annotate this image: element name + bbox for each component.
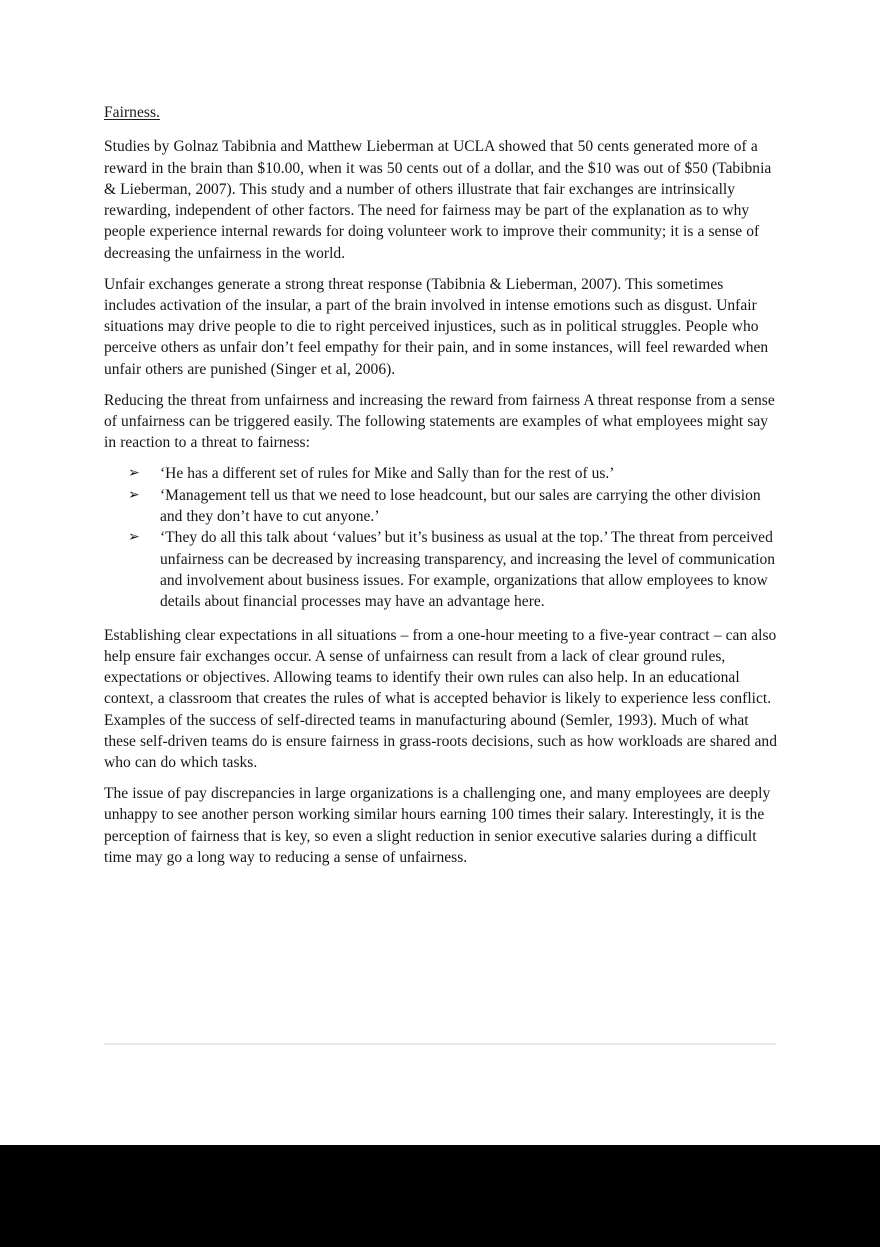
employee-statements-list	[104, 463, 778, 612]
list-item	[104, 485, 778, 528]
section-heading-row	[104, 102, 778, 136]
document-body	[104, 102, 778, 878]
list-item-text: ‘They do all this talk about ‘values’ but it’s business as usual at the top.’ The threat from perceived unfairness can be decreased by increasing transparency, and increasing the level of communication and involvement about business issues. For example, organizations that allow employees to know details about financial processes may have an advantage here.	[160, 529, 776, 611]
arrowhead-bullet-icon: ➢	[128, 486, 140, 503]
paragraph-establishing-clear-expectations: Establishing clear expectations in all situations – from a one-hour meeting to a five-year contract – can also help ensure fair exchanges occur. A sense of unfairness can result from a lack of clear ground rules, expectations or objectives. Allowing teams to identify their own rules can also help. In an educational context, a classroom that creates the rules of what is accepted behavior is likely to experience less conflict. Examples of the success of self-directed teams in manufacturing abound (Semler, 1993). Much of what these self-driven teams do is ensure fairness in grass-roots decisions, such as how workloads are shared and who can do which tasks.	[104, 626, 777, 772]
paragraph-unfair-exchanges-threat-response: Unfair exchanges generate a strong threat response (Tabibnia & Lieberman, 2007). This sometimes includes activation of the insular, a part of the brain involved in intense emotions such as disgust. Unfair situations may drive people to die to right perceived injustices, such as in political struggles. People who perceive others as unfair don’t feel empathy for their pain, and in some instances, will feel rewarded when unfair others are punished (Singer et al, 2006).	[104, 275, 769, 378]
paragraph-studies-tabibnia-lieberman: Studies by Golnaz Tabibnia and Matthew Lieberman at UCLA showed that 50 cents generated more of a reward in the brain than $10.00, when it was 50 cents out of a dollar, and the $10 was out of $50 (Tabibnia & Lieberman, 2007). This study and a number of others illustrate that fair exchanges are intrinsically rewarding, independent of other factors. The need for fairness may be part of the explanation as to why people experience internal rewards for doing volunteer work to improve their community; it is a sense of decreasing the unfairness in the world.	[104, 138, 772, 262]
arrowhead-bullet-icon: ➢	[128, 529, 140, 546]
list-item	[104, 527, 778, 612]
paragraph-pay-discrepancies: The issue of pay discrepancies in large organizations is a challenging one, and many employees are deeply unhappy to see another person working similar hours earning 100 times their salary. Interestingly, it is the perception of fairness that is key, so even a slight reduction in senior executive salaries during a difficult time may go a long way to reducing a sense of unfairness.	[104, 785, 771, 866]
section-heading-fairness: Fairness.	[104, 104, 160, 121]
arrowhead-bullet-icon: ➢	[128, 465, 140, 482]
list-item-text: ‘Management tell us that we need to lose headcount, but our sales are carrying the other division and they don’t have to cut anyone.’	[160, 486, 761, 526]
list-item-text: ‘He has a different set of rules for Mike and Sally than for the rest of us.’	[160, 465, 615, 483]
footer-divider	[104, 1043, 776, 1045]
bottom-black-band	[0, 1145, 880, 1247]
paragraph-reducing-threat-intro: Reducing the threat from unfairness and increasing the reward from fairness A threat response from a sense of unfairness can be triggered easily. The following statements are examples of what employees might say in reaction to a threat to fairness:	[104, 391, 775, 452]
list-item	[104, 463, 778, 484]
